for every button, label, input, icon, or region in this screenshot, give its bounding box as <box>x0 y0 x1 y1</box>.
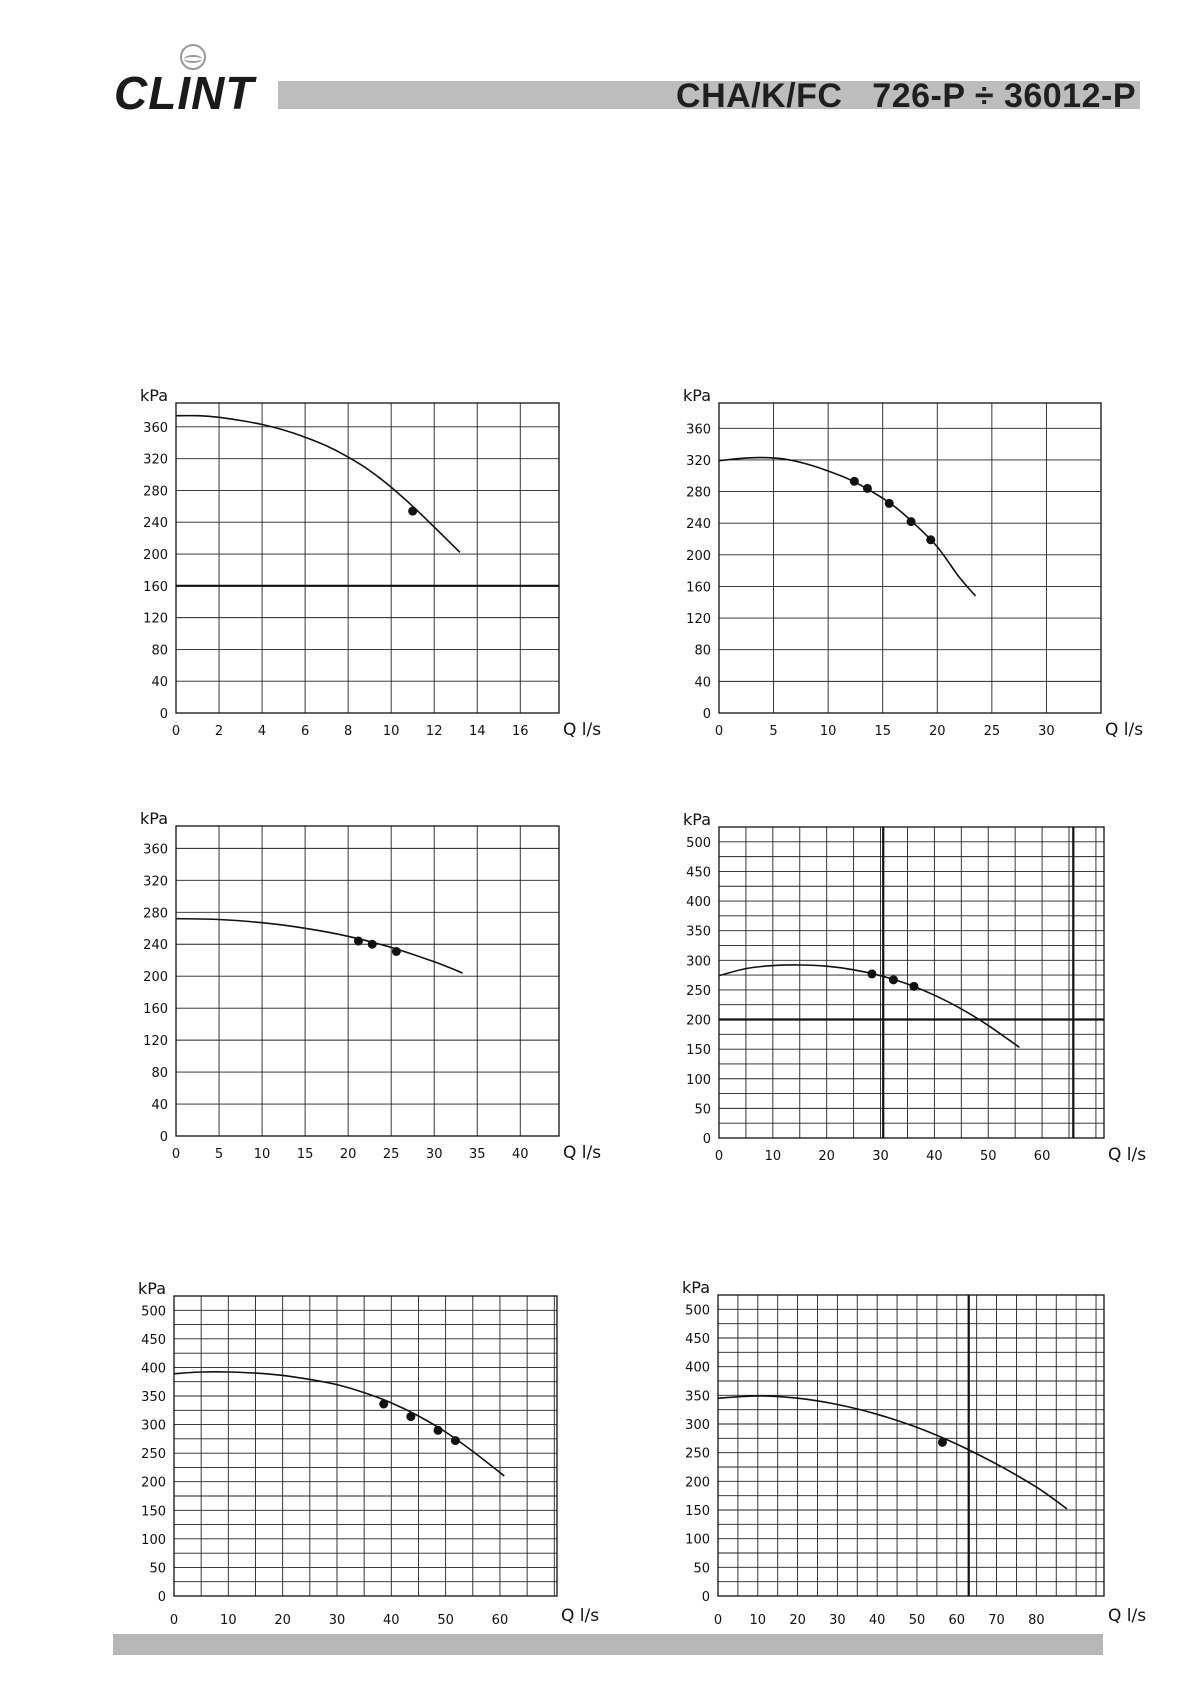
operating-point-marker <box>354 937 363 946</box>
x-tick-label: 40 <box>926 1149 943 1164</box>
operating-point-marker <box>850 477 859 486</box>
y-tick-label: 200 <box>141 1475 166 1491</box>
y-tick-label: 400 <box>686 895 711 911</box>
x-tick-label: 20 <box>339 1147 357 1162</box>
x-tick-label: 10 <box>819 724 837 739</box>
chart-2 <box>683 386 1143 740</box>
x-axis-label: Q l/s <box>563 1143 602 1163</box>
x-tick-label: 10 <box>382 724 400 739</box>
x-tick-label: 30 <box>829 1613 846 1628</box>
chart-6 <box>682 1278 1146 1628</box>
x-tick-label: 8 <box>343 724 353 739</box>
y-axis-label: kPa <box>683 810 711 829</box>
operating-point-marker <box>867 969 876 978</box>
y-tick-label: 0 <box>702 1132 711 1147</box>
y-tick-label: 150 <box>685 1504 710 1519</box>
y-tick-label: 300 <box>685 1418 710 1433</box>
plot-frame <box>176 403 559 713</box>
y-tick-label: 150 <box>686 1043 711 1059</box>
y-tick-label: 120 <box>686 612 711 628</box>
x-tick-label: 20 <box>789 1613 806 1628</box>
x-tick-label: 20 <box>929 724 946 739</box>
y-tick-label: 150 <box>141 1504 166 1520</box>
y-tick-label: 400 <box>685 1360 710 1376</box>
y-tick-label: 280 <box>686 485 711 501</box>
y-tick-label: 40 <box>694 675 711 691</box>
x-tick-label: 2 <box>214 724 224 739</box>
operating-point-marker <box>408 507 417 516</box>
operating-point-marker <box>863 484 872 493</box>
x-tick-label: 15 <box>296 1147 314 1162</box>
y-tick-label: 400 <box>141 1361 166 1377</box>
x-tick-label: 60 <box>948 1613 966 1628</box>
y-tick-label: 100 <box>686 1072 711 1088</box>
operating-point-marker <box>909 982 918 991</box>
operating-point-marker <box>889 975 898 984</box>
y-tick-label: 160 <box>686 580 711 596</box>
x-tick-label: 10 <box>764 1149 782 1164</box>
plot-frame <box>718 1295 1104 1596</box>
footer-bar <box>113 1634 1103 1655</box>
x-tick-label: 50 <box>437 1613 454 1628</box>
y-tick-label: 320 <box>143 874 168 890</box>
x-axis-label: Q l/s <box>1108 1145 1147 1165</box>
y-tick-label: 200 <box>686 1013 711 1029</box>
y-tick-label: 40 <box>151 675 168 691</box>
pump-curve-line <box>174 1372 504 1476</box>
x-tick-label: 30 <box>328 1613 346 1628</box>
y-tick-label: 450 <box>686 865 711 881</box>
y-tick-label: 100 <box>685 1532 710 1548</box>
operating-point-marker <box>926 535 935 544</box>
y-tick-label: 50 <box>693 1561 710 1577</box>
y-tick-label: 0 <box>159 707 168 722</box>
x-tick-label: 30 <box>872 1149 889 1164</box>
x-tick-label: 50 <box>908 1613 926 1628</box>
y-tick-label: 300 <box>686 954 711 970</box>
x-tick-label: 35 <box>468 1147 486 1162</box>
operating-point-marker <box>392 947 401 956</box>
x-tick-label: 60 <box>1033 1149 1051 1164</box>
x-tick-label: 6 <box>300 724 310 739</box>
y-tick-label: 320 <box>143 452 168 468</box>
y-tick-label: 360 <box>143 842 168 858</box>
y-tick-label: 240 <box>686 517 711 533</box>
y-tick-label: 250 <box>141 1447 166 1463</box>
x-tick-label: 40 <box>868 1613 886 1628</box>
x-axis-label: Q l/s <box>563 720 602 740</box>
y-tick-label: 50 <box>149 1561 166 1577</box>
y-tick-label: 0 <box>159 1130 168 1145</box>
chart-4 <box>683 810 1146 1165</box>
x-tick-label: 0 <box>169 1613 179 1628</box>
y-tick-label: 300 <box>141 1418 166 1434</box>
x-tick-label: 10 <box>749 1613 767 1628</box>
x-tick-label: 10 <box>253 1147 271 1162</box>
chart-3 <box>140 809 601 1163</box>
operating-point-marker <box>434 1426 443 1435</box>
document-title: CHA/K/FC 726-P ÷ 36012-P <box>676 77 1136 115</box>
x-tick-label: 30 <box>1038 724 1055 739</box>
y-tick-label: 500 <box>141 1304 166 1320</box>
x-tick-label: 70 <box>988 1613 1005 1628</box>
y-tick-label: 240 <box>143 516 168 532</box>
x-tick-label: 14 <box>468 724 486 739</box>
x-tick-label: 16 <box>511 724 529 739</box>
y-tick-label: 120 <box>143 611 168 627</box>
x-tick-label: 25 <box>382 1147 400 1162</box>
operating-point-marker <box>938 1438 947 1447</box>
plot-frame <box>176 826 559 1136</box>
y-tick-label: 200 <box>686 548 711 564</box>
y-axis-label: kPa <box>140 809 168 828</box>
y-tick-label: 450 <box>685 1332 710 1347</box>
y-tick-label: 0 <box>702 707 711 722</box>
y-tick-label: 250 <box>686 983 711 999</box>
x-tick-label: 50 <box>979 1149 997 1164</box>
chart-5 <box>138 1279 599 1628</box>
x-tick-label: 80 <box>1028 1613 1045 1628</box>
y-tick-label: 200 <box>143 970 168 986</box>
x-tick-label: 0 <box>713 1613 723 1628</box>
y-tick-label: 350 <box>685 1389 710 1405</box>
x-tick-label: 20 <box>818 1149 835 1164</box>
y-tick-label: 500 <box>686 835 711 851</box>
x-tick-label: 5 <box>769 724 778 739</box>
operating-point-marker <box>379 1400 388 1409</box>
y-tick-label: 350 <box>141 1390 166 1405</box>
x-tick-label: 10 <box>220 1613 237 1628</box>
operating-point-marker <box>368 940 377 949</box>
y-tick-label: 350 <box>686 924 711 940</box>
y-tick-label: 50 <box>694 1102 711 1118</box>
x-tick-label: 40 <box>511 1147 529 1162</box>
y-tick-label: 80 <box>694 643 711 659</box>
y-tick-label: 40 <box>151 1098 168 1114</box>
y-axis-label: kPa <box>138 1279 166 1298</box>
x-tick-label: 0 <box>171 1147 181 1162</box>
x-tick-label: 5 <box>214 1147 224 1162</box>
operating-point-marker <box>406 1412 415 1421</box>
x-tick-label: 0 <box>714 1149 724 1164</box>
x-tick-label: 20 <box>274 1613 291 1628</box>
y-tick-label: 280 <box>143 906 168 922</box>
x-tick-label: 60 <box>491 1613 509 1628</box>
x-axis-label: Q l/s <box>1108 1606 1147 1626</box>
x-axis-label: Q l/s <box>1105 720 1144 740</box>
x-tick-label: 4 <box>257 724 267 739</box>
operating-point-marker <box>907 517 916 526</box>
y-tick-label: 280 <box>143 484 168 500</box>
y-tick-label: 240 <box>143 938 168 954</box>
operating-point-marker <box>451 1436 460 1445</box>
y-tick-label: 200 <box>143 548 168 564</box>
y-tick-label: 320 <box>686 453 711 469</box>
x-tick-label: 40 <box>383 1613 400 1628</box>
y-axis-label: kPa <box>140 386 168 405</box>
x-tick-label: 0 <box>171 724 181 739</box>
y-axis-label: kPa <box>682 1278 710 1297</box>
y-tick-label: 450 <box>141 1332 166 1348</box>
y-tick-label: 360 <box>686 422 711 438</box>
y-tick-label: 360 <box>143 420 168 436</box>
plot-frame <box>719 403 1101 713</box>
x-tick-label: 30 <box>425 1147 443 1162</box>
y-axis-label: kPa <box>683 386 711 405</box>
y-tick-label: 80 <box>151 1066 168 1082</box>
plot-frame <box>719 827 1104 1138</box>
y-tick-label: 160 <box>143 579 168 595</box>
y-tick-label: 120 <box>143 1034 168 1050</box>
x-tick-label: 25 <box>983 724 1001 739</box>
x-tick-label: 15 <box>874 724 891 739</box>
x-axis-label: Q l/s <box>561 1606 600 1626</box>
chart-1 <box>140 386 601 740</box>
y-tick-label: 250 <box>685 1446 710 1462</box>
y-tick-label: 0 <box>157 1590 166 1605</box>
brand-logo: CLINT <box>114 67 255 119</box>
operating-point-marker <box>885 499 894 508</box>
y-tick-label: 200 <box>685 1475 710 1491</box>
y-tick-label: 80 <box>151 643 168 659</box>
y-tick-label: 500 <box>685 1303 710 1319</box>
y-tick-label: 100 <box>141 1532 166 1548</box>
y-tick-label: 0 <box>701 1590 710 1605</box>
y-tick-label: 160 <box>143 1002 168 1018</box>
x-tick-label: 12 <box>425 724 443 739</box>
x-tick-label: 0 <box>714 724 724 739</box>
